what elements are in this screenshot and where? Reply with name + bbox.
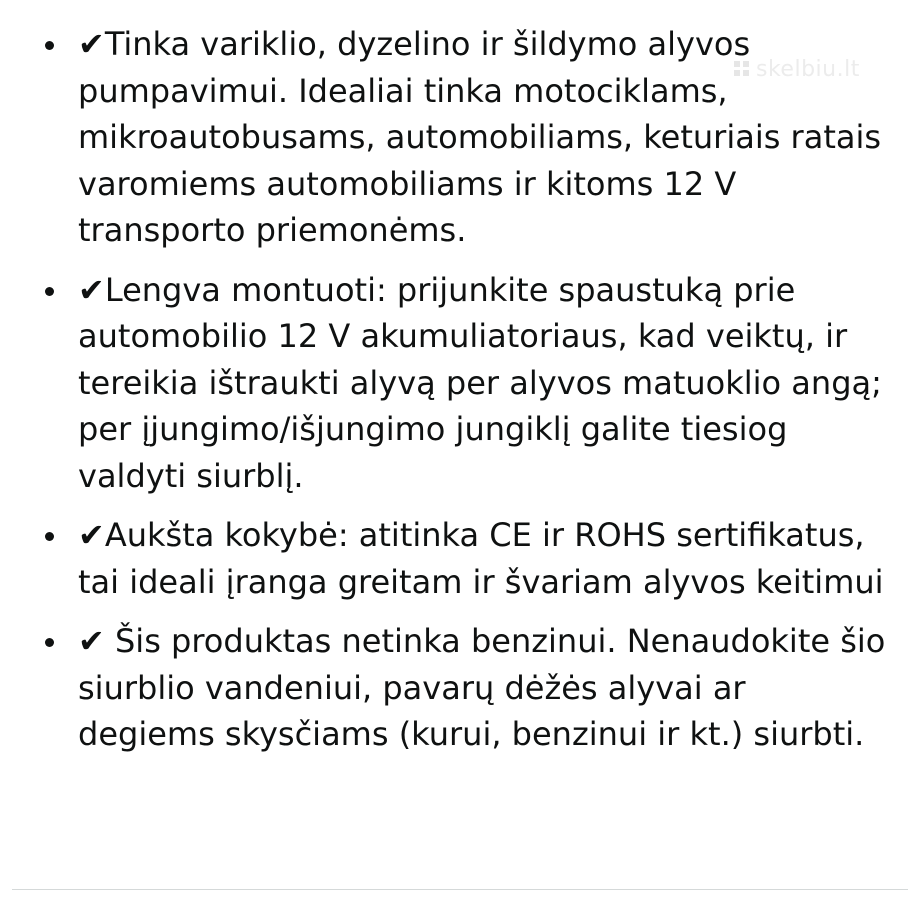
feature-bullet-text: ✔ Šis produktas netinka benzinui. Nenaudokite šio siurblio vandeniui, pavarų dėžės alyvai ar degiems skysčiams (kurui, benzinui ir kt.) siurbti. [78,622,886,753]
bullet-dot-icon [45,638,54,647]
feature-bullet-text: ✔Aukšta kokybė: atitinka CE ir ROHS sertifikatus, tai ideali įranga greitam ir švariam alyvos keitimui [78,516,884,601]
section-divider [12,889,908,890]
feature-bullet [0,267,900,500]
bullet-dot-icon [45,532,54,541]
feature-bullet [0,618,900,758]
feature-bullet [0,512,900,605]
feature-bullet [0,21,900,254]
bullet-dot-icon [45,41,54,50]
feature-bullet-text: ✔Tinka variklio, dyzelino ir šildymo alyvos pumpavimui. Idealiai tinka motociklams, mikroautobusams, automobiliams, keturiais ratais varomiems automobiliams ir kitoms 12 V transporto priemonėms. [78,25,882,249]
feature-bullet-text: ✔Lengva montuoti: prijunkite spaustuką prie automobilio 12 V akumuliatoriaus, kad veiktų, ir tereikia ištraukti alyvą per alyvos matuoklio angą; per įjungimo/išjungimo jungiklį galite tiesiog valdyti siurblį. [78,270,882,495]
bullet-dot-icon [45,287,54,296]
watermark-text: skelbiu.lt [756,57,860,82]
feature-bullet-list [0,21,900,771]
